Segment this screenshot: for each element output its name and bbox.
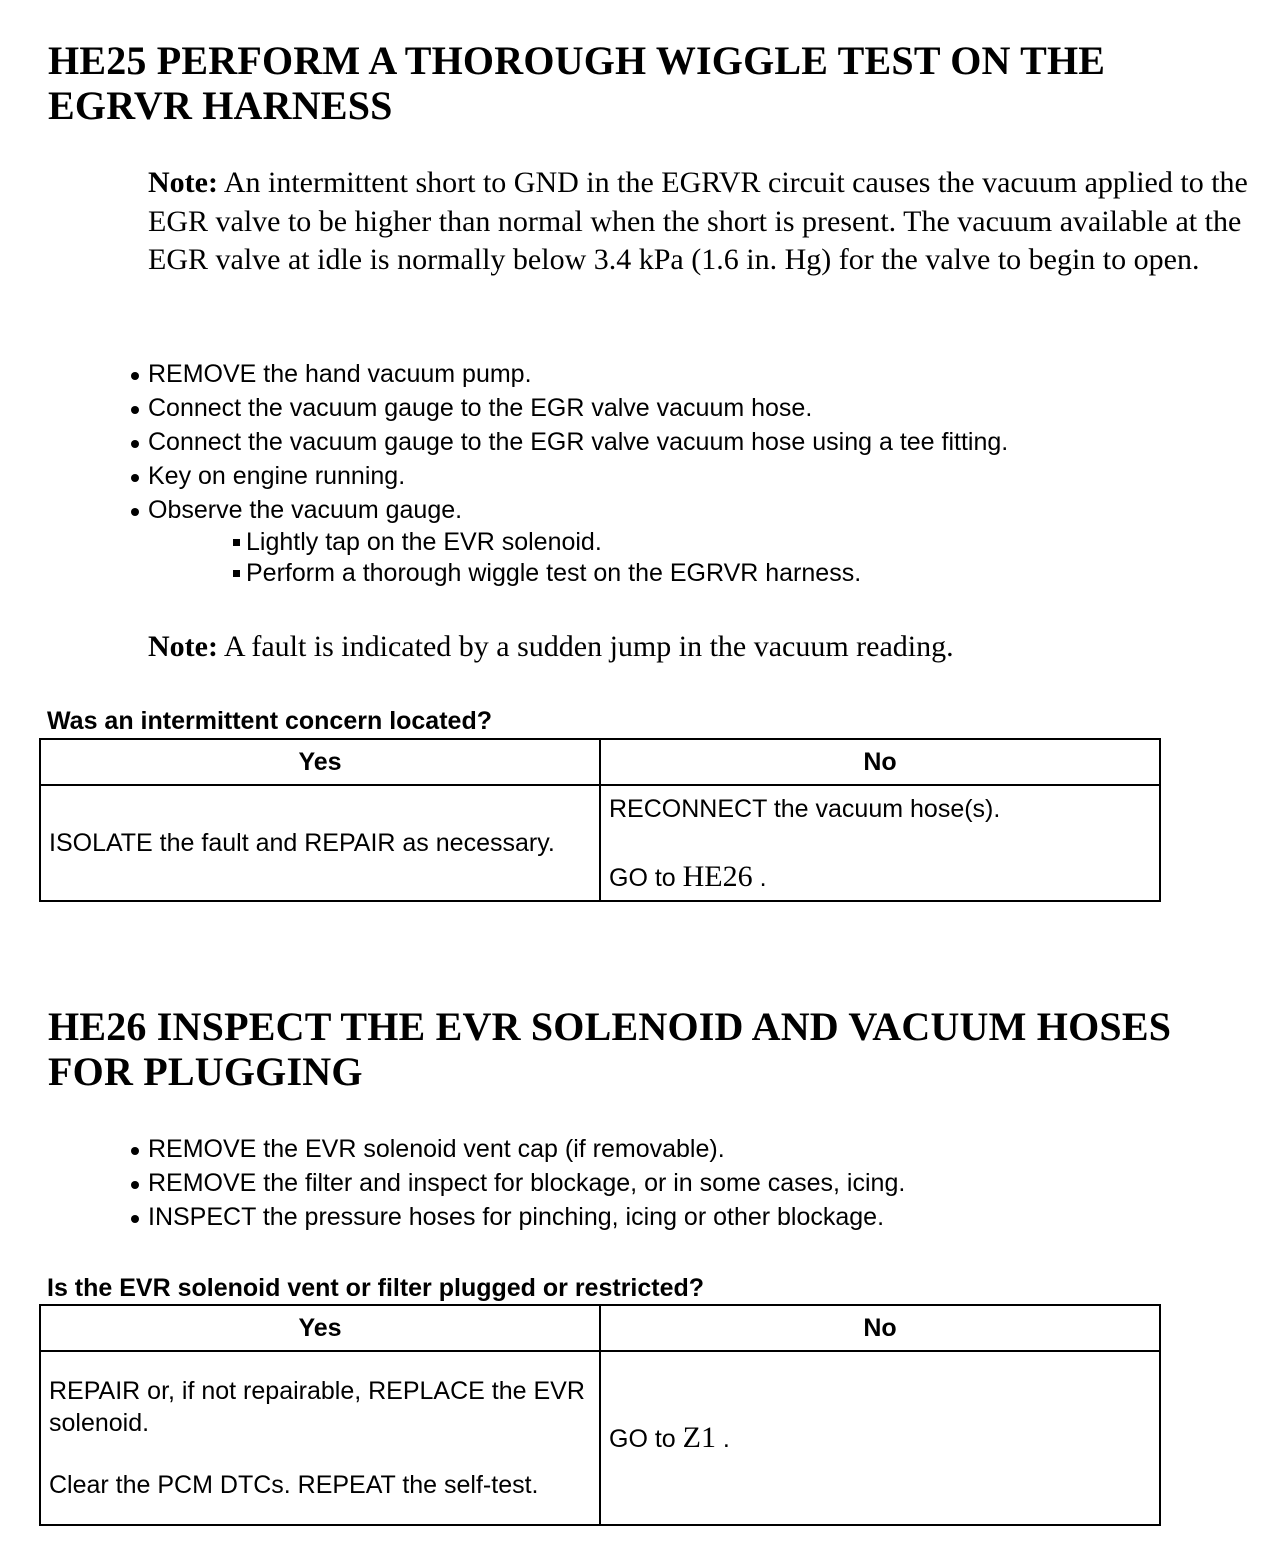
he25-question: Was an intermittent concern located? bbox=[47, 707, 492, 735]
list-item: REMOVE the hand vacuum pump. bbox=[128, 357, 1008, 391]
he25-heading: HE25 PERFORM A THOROUGH WIGGLE TEST ON THE EGRVR HARNESS bbox=[48, 38, 1106, 128]
yes-cell: ISOLATE the fault and REPAIR as necessary. bbox=[40, 785, 600, 901]
list-item: Observe the vacuum gauge. Lightly tap on the EVR solenoid. Perform a thorough wiggle test on the EGRVR harness. bbox=[128, 493, 1008, 589]
bullet-icon bbox=[131, 1147, 139, 1155]
list-item: REMOVE the EVR solenoid vent cap (if removable). bbox=[128, 1132, 905, 1166]
bullet-icon bbox=[131, 474, 139, 482]
yes-header: Yes bbox=[40, 1305, 600, 1351]
list-item: Key on engine running. bbox=[128, 459, 1008, 493]
no-header: No bbox=[600, 1305, 1160, 1351]
bullet-icon bbox=[131, 406, 139, 414]
he26-steps-list bbox=[128, 1132, 905, 1234]
bullet-icon bbox=[131, 1215, 139, 1223]
note-label: Note: bbox=[148, 166, 218, 199]
note-text: An intermittent short to GND in the EGRVR circuit causes the vacuum applied to the EGR valve to be higher than normal when the short is present. The vacuum available at the EGR valve at idle is normally below 3.4 kPa (1.6 in. Hg) for the valve to begin to open. bbox=[148, 166, 1248, 276]
yes-header: Yes bbox=[40, 739, 600, 785]
he26-question: Is the EVR solenoid vent or filter plugged or restricted? bbox=[47, 1274, 705, 1302]
no-cell: RECONNECT the vacuum hose(s). GO to HE26 . bbox=[600, 785, 1160, 901]
bullet-icon bbox=[131, 508, 139, 516]
he25-substeps-list bbox=[128, 527, 1008, 589]
no-cell: GO to Z1 . bbox=[600, 1351, 1160, 1525]
bullet-icon bbox=[131, 372, 139, 380]
note-label: Note: bbox=[148, 630, 218, 663]
he25-note-1 bbox=[148, 164, 1248, 280]
goto-z1-link[interactable]: Z1 bbox=[682, 1420, 716, 1454]
he25-note-2 bbox=[148, 628, 1248, 667]
yes-cell: REPAIR or, if not repairable, REPLACE the EVR solenoid. Clear the PCM DTCs. REPEAT the self-test. bbox=[40, 1351, 600, 1525]
he25-decision-table bbox=[39, 738, 1161, 902]
he26-heading: HE26 INSPECT THE EVR SOLENOID AND VACUUM HOSES FOR PLUGGING bbox=[48, 1004, 1172, 1094]
goto-he26-link[interactable]: HE26 bbox=[682, 859, 753, 893]
bullet-icon bbox=[131, 440, 139, 448]
bullet-icon bbox=[131, 1181, 139, 1189]
square-bullet-icon bbox=[233, 570, 240, 577]
list-item: Lightly tap on the EVR solenoid. bbox=[228, 527, 1008, 558]
he25-steps-list bbox=[128, 357, 1008, 589]
list-item: Perform a thorough wiggle test on the EGRVR harness. bbox=[228, 558, 1008, 589]
list-item: INSPECT the pressure hoses for pinching, icing or other blockage. bbox=[128, 1200, 905, 1234]
note-text: A fault is indicated by a sudden jump in the vacuum reading. bbox=[217, 630, 954, 663]
list-item: REMOVE the filter and inspect for blockage, or in some cases, icing. bbox=[128, 1166, 905, 1200]
no-header: No bbox=[600, 739, 1160, 785]
list-item: Connect the vacuum gauge to the EGR valve vacuum hose. bbox=[128, 391, 1008, 425]
square-bullet-icon bbox=[233, 539, 240, 546]
he26-decision-table bbox=[39, 1304, 1161, 1526]
list-item: Connect the vacuum gauge to the EGR valve vacuum hose using a tee fitting. bbox=[128, 425, 1008, 459]
